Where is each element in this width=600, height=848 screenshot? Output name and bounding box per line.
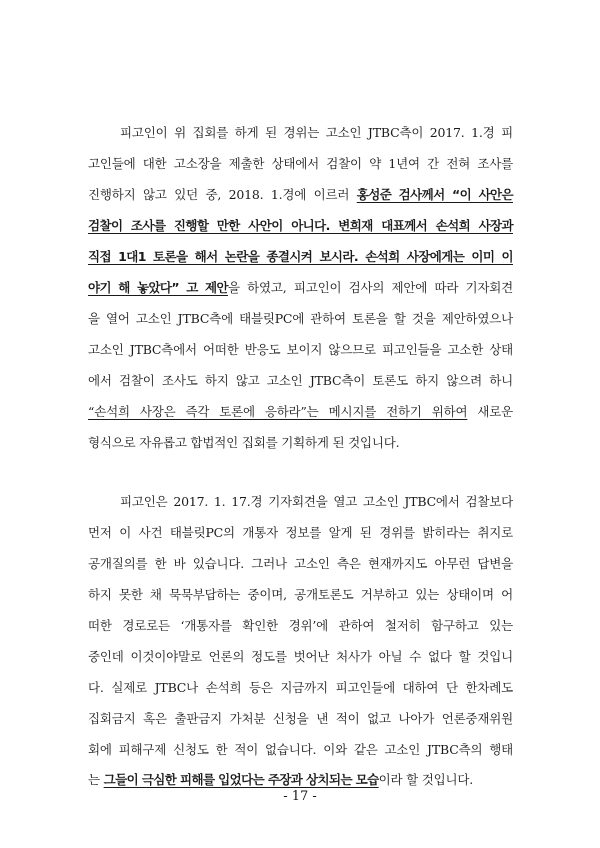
paragraph-1-line-7: 을 열어 고소인 JTBC측에 태블릿PC에 관하여 토론을 할 것을 제안하였으나 <box>88 311 513 326</box>
paragraph-2-line-9: 회에 피해구제 신청도 한 적이 없습니다. 이와 같은 고소인 JTBC측의 행태 <box>88 742 513 757</box>
paragraph-1-line-11: 형식으로 자유롭고 합법적인 집회를 기획하게 된 것입니다. <box>88 435 400 450</box>
paragraph-2-line-8: 집회금지 혹은 출판금지 가처분 신청을 낸 적이 없고 나아가 언론중재위원 <box>88 711 513 726</box>
paragraph-2-line-7: 다. 실제로 JTBC나 손석희 등은 지금까지 피고인들에 대하여 단 한차례도 <box>88 680 513 695</box>
paragraph-1-line-4: 검찰이 조사를 진행할 만한 사안이 아니다. 변희재 대표께서 손석희 사장과 <box>88 218 513 233</box>
paragraph-1-line-5: 직접 1대1 토론을 해서 논란을 종결시켜 보시라. 손석희 사장에게는 이미 이 <box>88 249 513 264</box>
paragraph-1-line-1: 피고인이 위 집회를 하게 된 경위는 고소인 JTBC측이 2017. 1.경 피 <box>120 125 513 140</box>
paragraph-1-line-10: “손석희 사장은 즉각 토론에 응하라”는 메시지를 전하기 위하여 새로운 <box>88 404 513 419</box>
paragraph-1-line-6: 야기 해 놓았다” 고 제안을 하였고, 피고인이 검사의 제안에 따라 기자회견 <box>88 280 513 295</box>
paragraph-2-line-5: 떠한 경로로든 ‘개통자를 확인한 경위’에 관하여 철저히 함구하고 있는 <box>88 618 513 633</box>
paragraph-1-line-9: 에서 검찰이 조사도 하지 않고 고소인 JTBC측이 토론도 하지 않으려 하니 <box>88 373 513 388</box>
paragraph-2-line-3: 공개질의를 한 바 있습니다. 그러나 고소인 측은 현재까지도 아무런 답변을 <box>88 556 513 571</box>
paragraph-2-line-6: 중인데 이것이야말로 언론의 정도를 벗어난 처사가 아닐 수 없다 할 것입니 <box>88 649 513 664</box>
paragraph-2-line-4: 하지 못한 채 묵묵부답하는 중이며, 공개토론도 거부하고 있는 상태이며 어 <box>88 587 513 602</box>
paragraph-2-line-10: 는 그들이 극심한 피해를 입었다는 주장과 상치되는 모습이라 할 것입니다. <box>88 772 474 787</box>
paragraph-1-line-2: 고인들에 대한 고소장을 제출한 상태에서 검찰이 약 1년여 간 전혀 조사를 <box>88 156 513 171</box>
paragraph-1-line-8: 고소인 JTBC측에서 어떠한 반응도 보이지 않으므로 피고인들을 고소한 상태 <box>88 342 513 357</box>
paragraph-2-line-2: 먼저 이 사건 태블릿PC의 개통자 정보를 알게 된 경위를 밝히라는 취지로 <box>88 525 513 540</box>
page-number: - 17 - <box>283 789 317 804</box>
paragraph-1-line-3: 진행하지 않고 있던 중, 2018. 1.경에 이르러 홍성준 검사께서 “이 사안은 <box>88 187 513 202</box>
paragraph-2-line-1: 피고인은 2017. 1. 17.경 기자회견을 열고 고소인 JTBC에서 검찰보다 <box>120 494 513 509</box>
